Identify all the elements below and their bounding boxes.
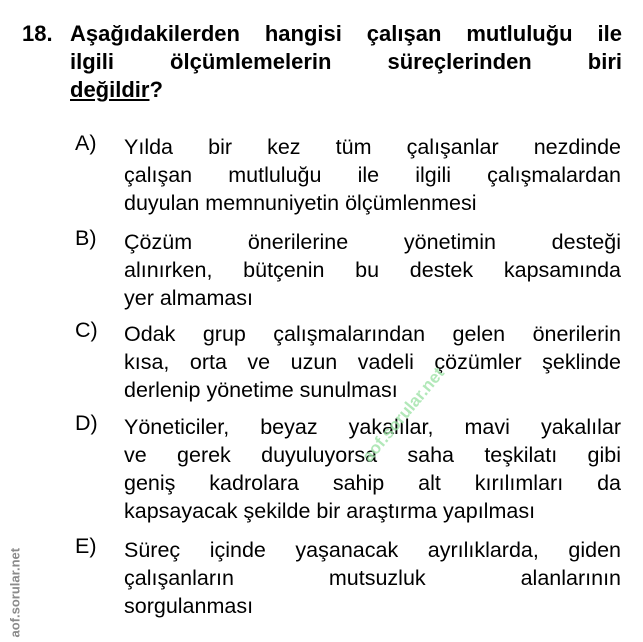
question-line — [70, 76, 622, 104]
option-text — [124, 536, 621, 620]
question-mark: ? — [149, 77, 163, 102]
question-text — [70, 20, 622, 104]
option-line: sorgulanması — [124, 594, 254, 618]
question-line: ilgili ölçümlemelerin süreçlerinden biri — [70, 49, 622, 74]
option-line: çalışanların mutsuzluk alanlarının — [124, 566, 621, 590]
option-line: yer almaması — [124, 286, 254, 310]
option-line: Çözüm önerilerine yönetimin desteği — [124, 230, 621, 254]
option-letter: E) — [75, 534, 97, 558]
option-text — [124, 228, 621, 312]
watermark-diagonal: aof.sorular.net — [358, 363, 449, 466]
option-letter: C) — [75, 318, 98, 342]
question-number: 18. — [22, 21, 53, 46]
option-line: Yöneticiler, beyaz yakalılar, mavi yakalılar — [124, 415, 621, 439]
option-line: duyulan memnuniyetin ölçümlenmesi — [124, 191, 477, 215]
option-line: Süreç içinde yaşanacak ayrılıklarda, giden — [124, 538, 621, 562]
watermark-side: aof.sorular.net — [7, 547, 23, 638]
option-line: Odak grup çalışmalarından gelen önerilerin — [124, 322, 621, 346]
option-letter: A) — [75, 131, 97, 155]
option-text — [124, 320, 621, 404]
option-text — [124, 133, 621, 217]
option-line: ve gerek duyuluyorsa saha teşkilatı gibi — [124, 443, 621, 467]
option-line: alınırken, bütçenin bu destek kapsamında — [124, 258, 621, 282]
option-line: kapsayacak şekilde bir araştırma yapılması — [124, 499, 536, 523]
option-line: çalışan mutluluğu ile ilgili çalışmalardan — [124, 163, 621, 187]
option-line: geniş kadrolara sahip alt kırılımları da — [124, 471, 621, 495]
option-text — [124, 413, 621, 525]
option-line: Yılda bir kez tüm çalışanlar nezdinde — [124, 135, 621, 159]
question-line: Aşağıdakilerden hangisi çalışan mutluluğu ile — [70, 21, 622, 46]
negation-emphasis: değildir — [70, 77, 150, 102]
option-letter: B) — [75, 226, 97, 250]
option-letter: D) — [75, 411, 98, 435]
option-line: derlenip yönetime sunulması — [124, 378, 398, 402]
option-line: kısa, orta ve uzun vadeli çözümler şeklinde — [124, 350, 621, 374]
